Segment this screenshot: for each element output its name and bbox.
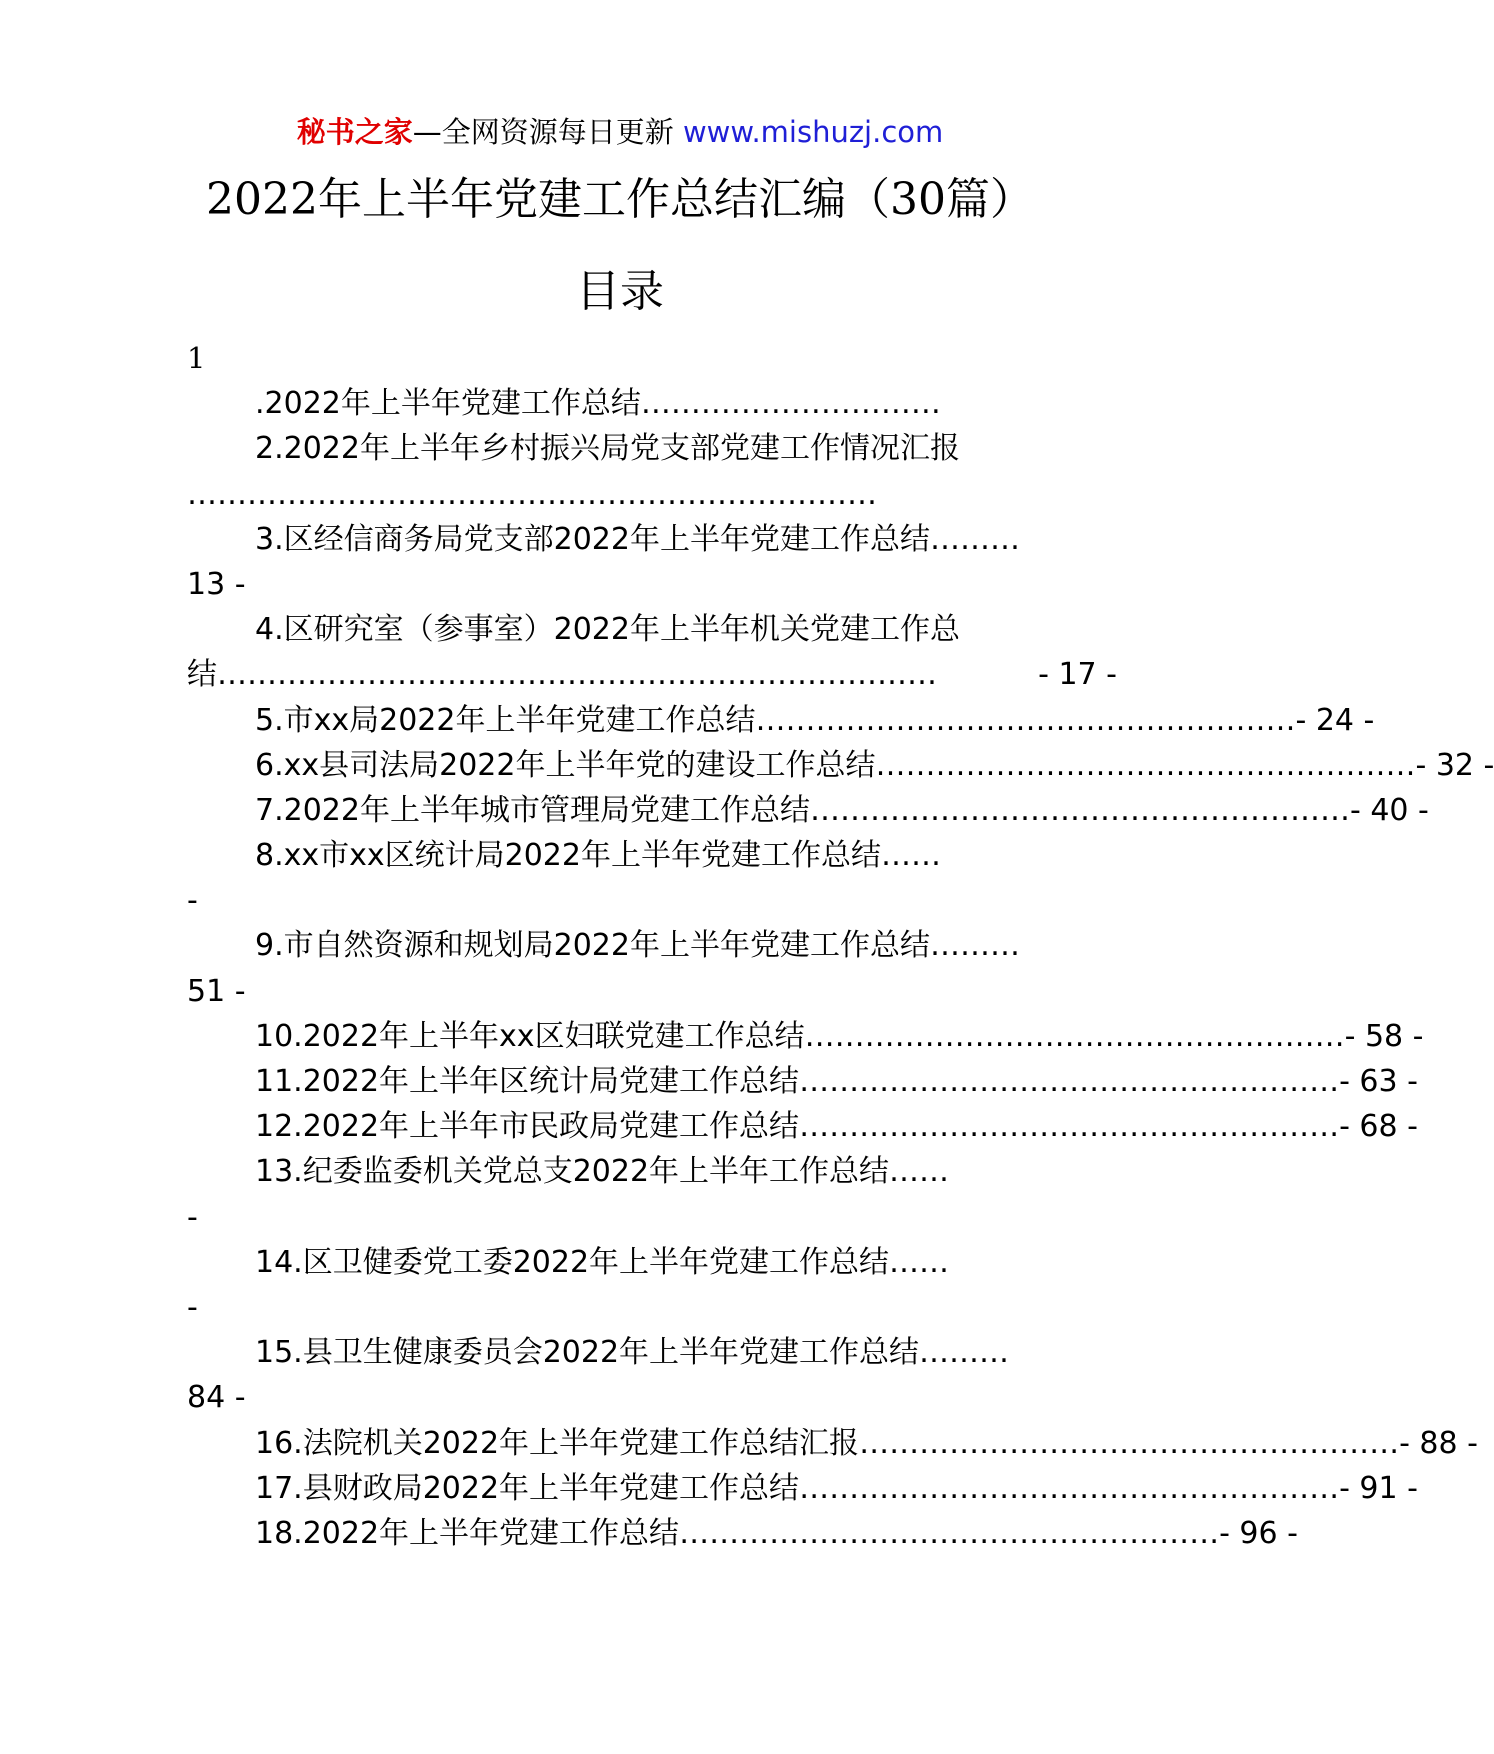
toc-page-number: - 63 - [1339, 1064, 1418, 1099]
toc-entry-10[interactable] [187, 1014, 1424, 1059]
toc-entry-label: 15.县卫生健康委员会2022年上半年党建工作总结……… [255, 1335, 1010, 1371]
toc-page-number: - 68 - [1339, 1109, 1418, 1145]
toc-dot-leader: ……………………………………………… [875, 747, 1416, 783]
toc-entry-16[interactable] [187, 1421, 1478, 1466]
toc-page-number: - [187, 1289, 198, 1325]
toc-number-line [187, 336, 1117, 381]
toc-entry-18[interactable] [187, 1511, 1298, 1556]
toc-page-number: - 88 - [1399, 1425, 1478, 1461]
toc-entry-14[interactable] [187, 1240, 1117, 1285]
toc-page-number: 51 - [187, 973, 246, 1009]
toc-page-number: - 91 - [1339, 1470, 1418, 1506]
toc-entry-2[interactable] [187, 426, 1117, 471]
toc-entry-7[interactable] [187, 788, 1429, 833]
toc-entry-label: 3.区经信商务局党支部2022年上半年党建工作总结……… [255, 521, 1020, 557]
toc-entry-5[interactable] [187, 698, 1375, 743]
toc-dot-leader: …………………………………………………………… [187, 476, 877, 512]
toc-page-number: - 58 - [1344, 1018, 1424, 1054]
toc-entry-13[interactable] [187, 1149, 1117, 1194]
brand-tagline: —全网资源每日更新 [412, 115, 683, 149]
toc-dot-leader: ……………………………………………… [804, 1018, 1345, 1054]
toc-entry-15[interactable] [187, 1330, 1117, 1375]
toc-entry-label: 10.2022年上半年xx区妇联党建工作总结 [255, 1018, 805, 1054]
toc-entry-label: 13.纪委监委机关党总支2022年上半年工作总结…… [255, 1154, 950, 1190]
toc-entry-8-page-line [187, 878, 1117, 923]
toc-dot-leader: ……………………………………………… [799, 1109, 1340, 1145]
toc-entry-label-cont: 结 [187, 657, 217, 693]
toc-first-number: 1 [187, 341, 206, 375]
toc-dot-leader: ………………………… [640, 386, 941, 422]
toc-entry-12[interactable] [187, 1104, 1418, 1149]
toc-entry-label: 14.区卫健委党工委2022年上半年党建工作总结…… [255, 1244, 950, 1280]
toc-page-number: - 40 - [1349, 792, 1429, 828]
toc-page-number: 13 - [187, 566, 246, 602]
toc-entry-label: 18.2022年上半年党建工作总结 [255, 1515, 680, 1551]
toc-heading: 目录 [576, 266, 664, 317]
table-of-contents [187, 336, 1494, 1556]
toc-entry-13-page-line [187, 1195, 1117, 1240]
brand-url-link[interactable]: www.mishuzj.com [682, 115, 944, 149]
toc-entry-label: 12.2022年上半年市民政局党建工作总结 [255, 1109, 800, 1145]
toc-entry-6[interactable] [187, 743, 1494, 788]
toc-dot-leader: ……………………………………………………………… [217, 657, 937, 693]
toc-entry-8[interactable] [187, 833, 1117, 878]
toc-entry-2-leader [187, 472, 1117, 517]
toc-entry-1[interactable] [187, 381, 1117, 426]
toc-entry-label: 5.市xx局2022年上半年党建工作总结 [255, 702, 756, 738]
document-title: 2022年上半年党建工作总结汇编（30篇） [206, 174, 1034, 225]
toc-dot-leader: ……………………………………………… [799, 1064, 1340, 1099]
toc-entry-label: 9.市自然资源和规划局2022年上半年党建工作总结……… [255, 928, 1020, 964]
toc-page-number: - 32 - [1415, 747, 1494, 783]
toc-entry-17[interactable] [187, 1466, 1418, 1511]
toc-dot-leader: ……………………………………………… [859, 1425, 1400, 1461]
toc-entry-4-page-line [187, 652, 1117, 697]
brand-name: 秘书之家 [296, 115, 413, 149]
toc-entry-label: 11.2022年上半年区统计局党建工作总结 [255, 1064, 800, 1099]
toc-entry-14-page-line [187, 1285, 1117, 1330]
toc-page-number: - [187, 1199, 198, 1235]
toc-entry-label: 17.县财政局2022年上半年党建工作总结 [255, 1470, 800, 1506]
toc-entry-label: 7.2022年上半年城市管理局党建工作总结 [255, 792, 810, 828]
toc-entry-3[interactable] [187, 517, 1117, 562]
toc-entry-4[interactable] [187, 607, 1117, 652]
toc-page-number: - 24 - [1295, 702, 1375, 738]
toc-entry-label: 4.区研究室（参事室）2022年上半年机关党建工作总 [255, 612, 960, 648]
toc-dot-leader: ……………………………………………… [799, 1470, 1340, 1506]
toc-page-number: - 17 - [1038, 657, 1117, 693]
toc-page-number: - [187, 883, 198, 919]
toc-dot-leader: ……………………………………………… [755, 702, 1296, 738]
toc-entry-3-page-line [187, 562, 1117, 607]
toc-dot-leader: ……………………………………………… [809, 792, 1350, 828]
toc-page-number: 84 - [187, 1380, 246, 1416]
site-banner [0, 112, 1240, 152]
toc-page-number: - 96 - [1219, 1515, 1298, 1551]
toc-entry-label: 8.xx市xx区统计局2022年上半年党建工作总结…… [255, 838, 941, 874]
toc-entry-15-page-line [187, 1375, 1117, 1420]
toc-entry-label: 2.2022年上半年乡村振兴局党支部党建工作情况汇报 [255, 431, 960, 467]
toc-entry-label: 6.xx县司法局2022年上半年党的建设工作总结 [255, 747, 876, 783]
toc-entry-9-page-line [187, 969, 1117, 1014]
toc-entry-label: .2022年上半年党建工作总结 [255, 386, 641, 422]
toc-dot-leader: ……………………………………………… [679, 1515, 1220, 1551]
toc-entry-9[interactable] [187, 923, 1117, 968]
toc-entry-label: 16.法院机关2022年上半年党建工作总结汇报 [255, 1425, 860, 1461]
toc-entry-11[interactable] [187, 1059, 1418, 1104]
